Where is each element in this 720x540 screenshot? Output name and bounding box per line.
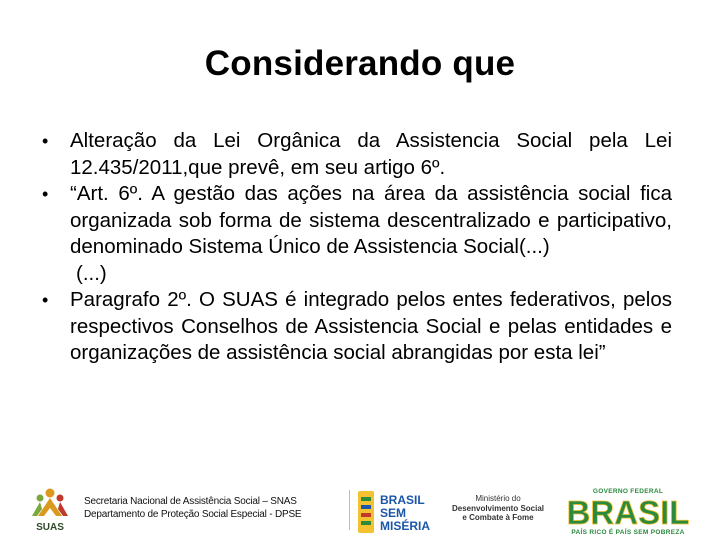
footer-credits bbox=[84, 495, 301, 521]
bsm-line2: SEM bbox=[380, 506, 407, 520]
ministry-line1: Ministério do bbox=[475, 494, 521, 503]
ministry-line3: e Combate à Fome bbox=[462, 513, 534, 522]
bullet-list bbox=[40, 128, 672, 367]
suas-logo-text: SUAS bbox=[36, 522, 64, 533]
footer-line-snas: Secretaria Nacional de Assistência Social – SNAS bbox=[84, 496, 297, 507]
footer-divider bbox=[349, 490, 350, 530]
bsm-line3: MISÉRIA bbox=[380, 519, 431, 533]
bullet-item bbox=[40, 287, 672, 367]
footer-line-dpse: Departamento de Proteção Social Especial - DPSE bbox=[84, 509, 302, 520]
ministry-line2: Desenvolvimento Social bbox=[451, 503, 545, 513]
slide-title: Considerando que bbox=[204, 44, 516, 83]
bsm-line1: BRASIL bbox=[380, 493, 425, 507]
ministry-logo bbox=[448, 494, 548, 523]
bullet-text: “Art. 6º. A gestão das ações na área da assistência social fica organizada sob forma de sistema descentralizado e participativo, denominado Sistema Único de Assistencia Social(...) bbox=[70, 182, 672, 258]
governo-federal-text: GOVERNO FEDERAL bbox=[592, 488, 664, 495]
bullet-text: Paragrafo 2º. O SUAS é integrado pelos entes federativos, pelos respectivos Conselhos de Assistencia Social e pelas entidades e organizações de assistência social abrangidas por esta lei” bbox=[70, 288, 672, 364]
bullet-text: Alteração da Lei Orgânica da Assistencia Social pela Lei 12.435/2011,que prevê, em seu artigo 6º. bbox=[70, 129, 672, 179]
bullet-item bbox=[40, 181, 672, 287]
governo-federal-brasil-logo bbox=[566, 486, 690, 536]
suas-logo bbox=[30, 486, 70, 536]
brasil-slogan: PAÍS RICO É PAÍS SEM POBREZA bbox=[571, 529, 685, 536]
bullet-marker: • bbox=[42, 184, 49, 204]
bullet-marker: • bbox=[42, 131, 49, 151]
bullet-marker: • bbox=[42, 290, 49, 310]
footer bbox=[0, 482, 720, 540]
brasil-sem-miseria-logo bbox=[356, 489, 432, 535]
bullet-continuation: (...) bbox=[76, 261, 107, 285]
brasil-wordmark: BRASIL bbox=[566, 494, 690, 531]
bullet-item bbox=[40, 128, 672, 181]
